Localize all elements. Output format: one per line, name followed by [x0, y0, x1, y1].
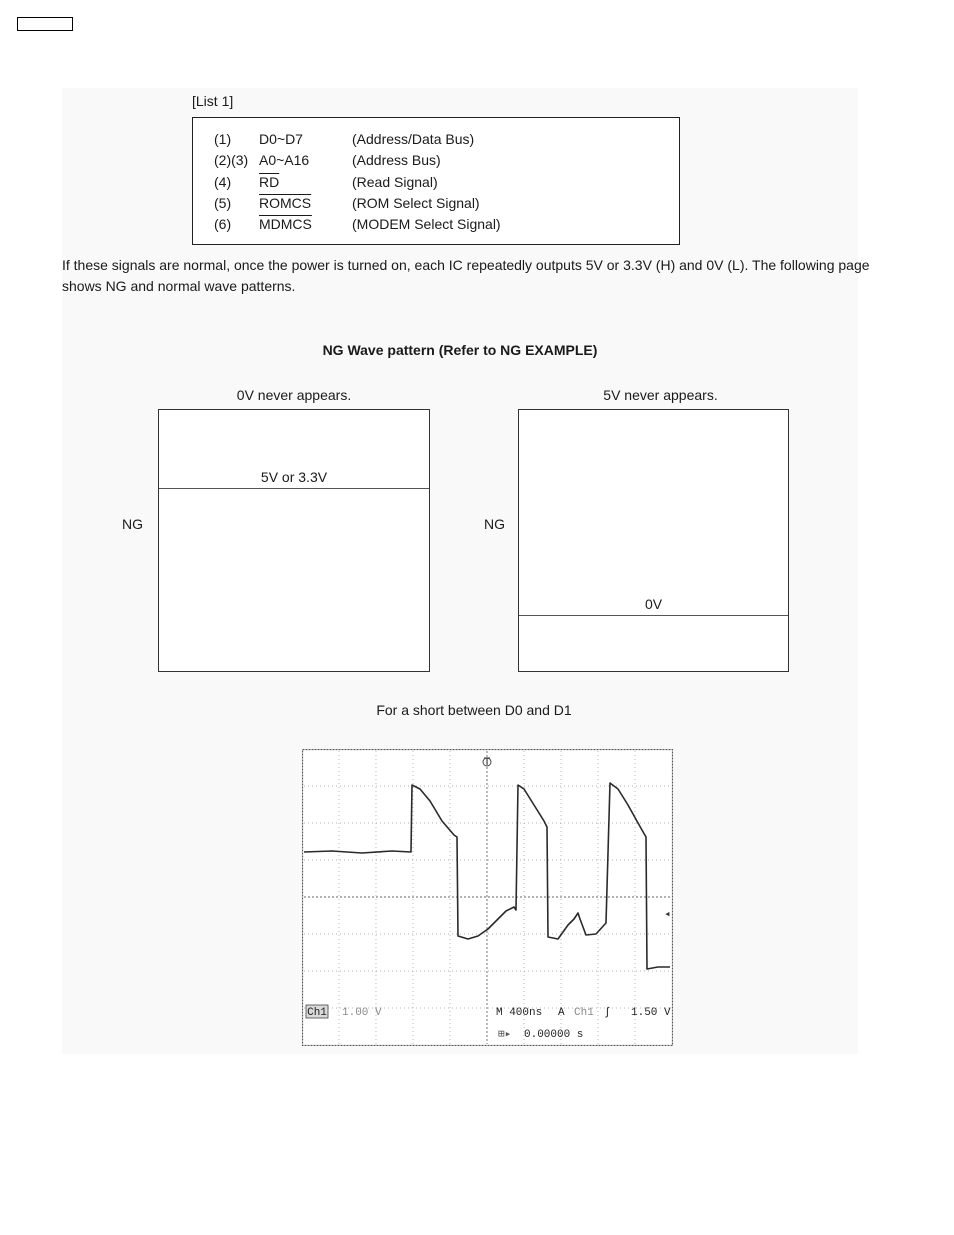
- timebase-readout: M 400ns: [496, 1007, 543, 1019]
- trigger-slope-icon: ∫: [604, 1007, 611, 1019]
- low-level-line: [519, 615, 788, 616]
- signal-name: ROMCS: [259, 195, 312, 211]
- trigger-level-marker: ◂: [664, 909, 671, 921]
- low-level-label: 0V: [644, 596, 663, 612]
- body-paragraph: If these signals are normal, once the power is turned on, each IC repeatedly outputs 5V or 3.3V (H) and 0V (L). The following page shows NG and normal wave patterns.: [62, 257, 870, 294]
- right-ng-label: NG: [484, 516, 505, 532]
- section-title: NG Wave pattern (Refer to NG EXAMPLE): [322, 342, 598, 358]
- volts-per-div: 1.00 V: [342, 1007, 382, 1019]
- row-number: (1): [214, 131, 232, 147]
- high-level-label: 5V or 3.3V: [260, 469, 328, 485]
- list-caption: [List 1]: [192, 93, 234, 109]
- oscilloscope-screenshot: [302, 749, 673, 1046]
- row-number: (5): [214, 195, 232, 211]
- signal-name: A0~A16: [259, 152, 310, 168]
- signal-name: $\overline{RD}$: [259, 174, 280, 190]
- horizontal-position: 0.00000 s: [524, 1029, 584, 1041]
- scope-caption: For a short between D0 and D1: [376, 702, 572, 718]
- row-number: (4): [214, 174, 232, 190]
- row-number: (2)(3): [214, 152, 249, 168]
- trigger-mode: A: [558, 1007, 565, 1019]
- signal-description: (Address Bus): [352, 152, 441, 168]
- left-box-caption: 0V never appears.: [236, 387, 352, 403]
- trigger-source: Ch1: [574, 1007, 594, 1019]
- ch1-indicator-label: Ch1: [307, 1007, 327, 1019]
- left-ng-label: NG: [122, 516, 143, 532]
- ng-waveform-high: [158, 409, 430, 672]
- signal-list: [192, 117, 680, 245]
- signal-description: (Address/Data Bus): [352, 131, 475, 147]
- signal-description: (Read Signal): [352, 174, 438, 190]
- signal-description: (ROM Select Signal): [352, 195, 480, 211]
- row-number: (6): [214, 216, 232, 232]
- signal-name: D0~D7: [259, 131, 303, 147]
- scope-frame: [303, 750, 673, 1046]
- page-corner-box: [17, 17, 73, 31]
- position-icon: ⊞▸: [498, 1029, 512, 1041]
- trigger-marker-label: T: [483, 757, 491, 769]
- ng-waveform-low: [518, 409, 789, 672]
- trigger-level: 1.50 V: [631, 1007, 671, 1019]
- signal-name: MDMCS: [259, 216, 312, 232]
- right-box-caption: 5V never appears.: [603, 387, 718, 403]
- high-level-line: [159, 488, 429, 489]
- signal-description: (MODEM Select Signal): [352, 216, 501, 232]
